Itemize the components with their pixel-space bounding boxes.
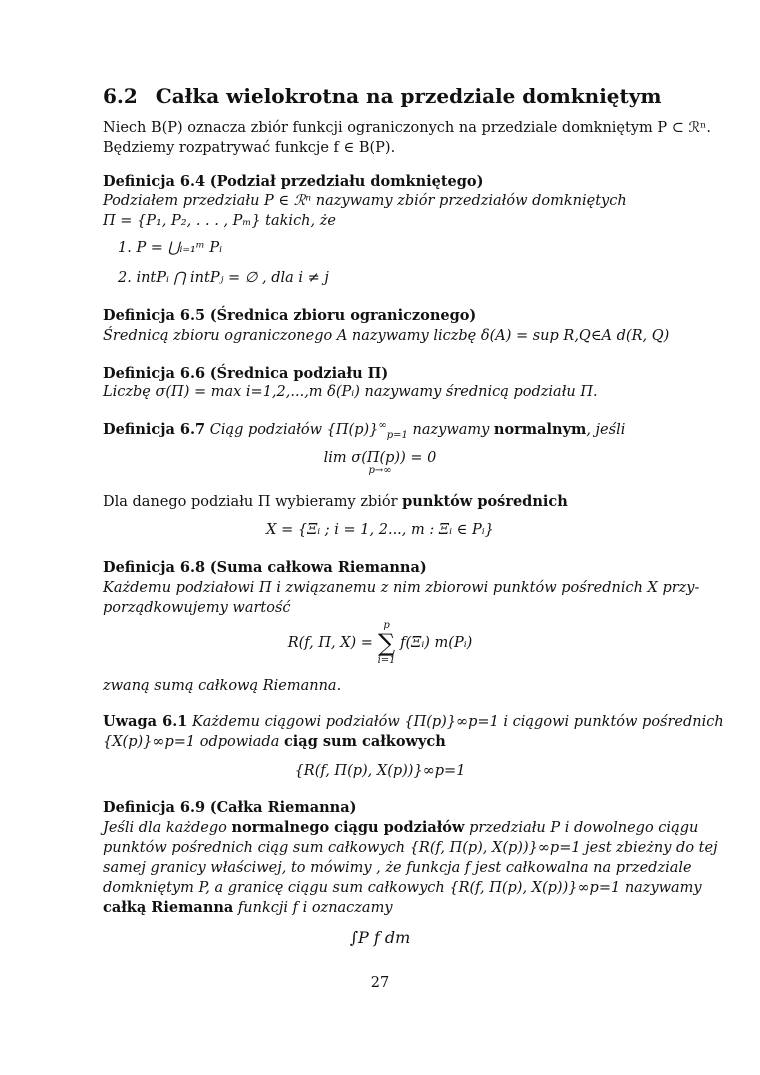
summation-sigma-icon: ∑: [377, 629, 396, 657]
riemann-integral-formula: ∫P f dm: [349, 928, 411, 947]
definition-text-a: Ciąg podziałów {Π(p)}: [209, 422, 379, 438]
definition-6-6-heading: [103, 364, 388, 384]
remark-6-1-line-2: [103, 732, 446, 752]
definition-6-4-heading: [103, 172, 483, 192]
remark-term: ciąg sum całkowych: [283, 733, 446, 750]
definition-text-1b: przedziału P i dowolnego ciągu: [469, 820, 699, 836]
definition-title: (Suma całkowa Riemanna): [209, 559, 427, 576]
riemann-sum-right: f(Ξᵢ) m(Pᵢ): [400, 635, 473, 651]
remark-text-2: {X(p)}∞p=1 odpowiada: [103, 734, 280, 750]
definition-6-7-text: Definicja 6.7 Ciąg podziałów $\{\Pi(p)\}^\infty_{p=1}$ nazywamy normalnym, jeśli: [103, 420, 626, 441]
summation: [378, 620, 396, 666]
page-number: 27: [370, 975, 390, 991]
definition-label: Definicja 6.5: [103, 307, 206, 324]
definition-6-4-item-2: 2. intPᵢ ⋂ intPⱼ = ∅ , dla i ≠ j: [118, 270, 329, 286]
definition-6-9-line-1: [103, 818, 698, 838]
section-title: Całka wielokrotna na przedziale domkniętym: [155, 84, 662, 108]
definition-6-4-line-2: Π = {P₁, P₂, . . . , Pₘ} takich, że: [103, 213, 336, 229]
points-term: punktów pośrednich: [402, 493, 568, 510]
definition-6-7-formula: [0, 450, 760, 476]
definition-title: (Średnica zbioru ograniczonego): [209, 307, 477, 324]
definition-6-9-heading: [103, 798, 356, 818]
intermediate-points-text: [103, 492, 568, 512]
definition-6-8-line-2: porządkowujemy wartość: [103, 600, 291, 616]
definition-term: normalnym: [493, 421, 587, 438]
summation-upper: p: [383, 620, 390, 631]
definition-text-c: , jeśli: [586, 422, 626, 438]
points-text: Dla danego podziału Π wybieramy zbiór: [103, 494, 398, 510]
intermediate-points-formula: X = {Ξᵢ ; i = 1, 2..., m : Ξᵢ ∈ Pᵢ}: [266, 522, 494, 538]
remark-text-1: Każdemu ciągowi podziałów {Π(p)}∞p=1 i ciągowi punktów pośrednich: [191, 714, 724, 730]
definition-label: Definicja 6.9: [103, 799, 206, 816]
riemann-sum-formula: [0, 620, 760, 666]
definition-text-b: nazywamy: [412, 422, 490, 438]
definition-6-4-item-1: 1. P = ⋃ᵢ₌₁ᵐ Pᵢ: [118, 240, 223, 256]
definition-title: (Średnica podziału Π): [209, 365, 389, 382]
definition-6-6-line-1: Liczbę σ(Π) = max i=1,2,...,m δ(Pᵢ) nazywamy średnicą podziału Π.: [103, 384, 598, 400]
definition-title: (Całka Riemanna): [209, 799, 357, 816]
definition-6-9-line-4: domkniętym P, a granicę ciągu sum całkowych {R(f, Π(p), X(p))}∞p=1 nazywamy: [103, 880, 702, 896]
definition-6-8-heading: [103, 558, 427, 578]
intro-line-1: Niech B(P) oznacza zbiór funkcji ograniczonych na przedziale domkniętym P ⊂ ℛⁿ.: [103, 120, 711, 136]
intro-line-2: Będziemy rozpatrywać funkcje f ∈ B(P).: [103, 140, 396, 156]
definition-term-2: całką Riemanna: [103, 899, 234, 916]
definition-6-9-line-2: punktów pośrednich ciąg sum całkowych {R(f, Π(p), X(p))}∞p=1 jest zbieżny do tej: [103, 840, 718, 856]
definition-label: Definicja 6.4: [103, 173, 206, 190]
riemann-sum-left: R(f, Π, X) =: [287, 635, 373, 651]
remark-label: Uwaga 6.1: [103, 713, 188, 730]
definition-6-8-line-3: zwaną sumą całkową Riemanna.: [103, 678, 342, 694]
remark-6-1-line-1: [103, 712, 724, 732]
definition-6-5-line-1: Średnicą zbioru ograniczonego A nazywamy liczbę δ(A) = sup R,Q∈A d(R, Q): [103, 328, 670, 344]
definition-6-4-line-1: Podziałem przedziału P ∈ ℛⁿ nazywamy zbiór przedziałów domkniętych: [103, 193, 627, 209]
definition-6-5-heading: [103, 306, 476, 326]
definition-label: Definicja 6.7: [103, 421, 206, 438]
section-heading: [103, 84, 662, 108]
summation-lower: i=1: [377, 655, 396, 666]
definition-6-9-line-5: [103, 898, 393, 918]
section-number: 6.2: [103, 84, 138, 108]
definition-term-1: normalnego ciągu podziałów: [231, 819, 465, 836]
limit-subscript: p→∞: [368, 465, 392, 476]
definition-6-9-line-3: samej granicy właściwej, to mówimy , że funkcja f jest całkowalna na przedziale: [103, 860, 692, 876]
definition-label: Definicja 6.6: [103, 365, 206, 382]
definition-title: (Podział przedziału domkniętego): [209, 173, 484, 190]
definition-text-1a: Jeśli dla każdego: [103, 820, 227, 836]
limit-formula: lim σ(Π(p)) = 0: [323, 450, 437, 466]
definition-6-8-line-1: Każdemu podziałowi Π i związanemu z nim zbiorowi punktów pośrednich X przy-: [103, 580, 700, 596]
remark-6-1-formula: {R(f, Π(p), X(p))}∞p=1: [294, 763, 466, 779]
definition-label: Definicja 6.8: [103, 559, 206, 576]
definition-text-5b: funkcji f i oznaczamy: [237, 900, 393, 916]
